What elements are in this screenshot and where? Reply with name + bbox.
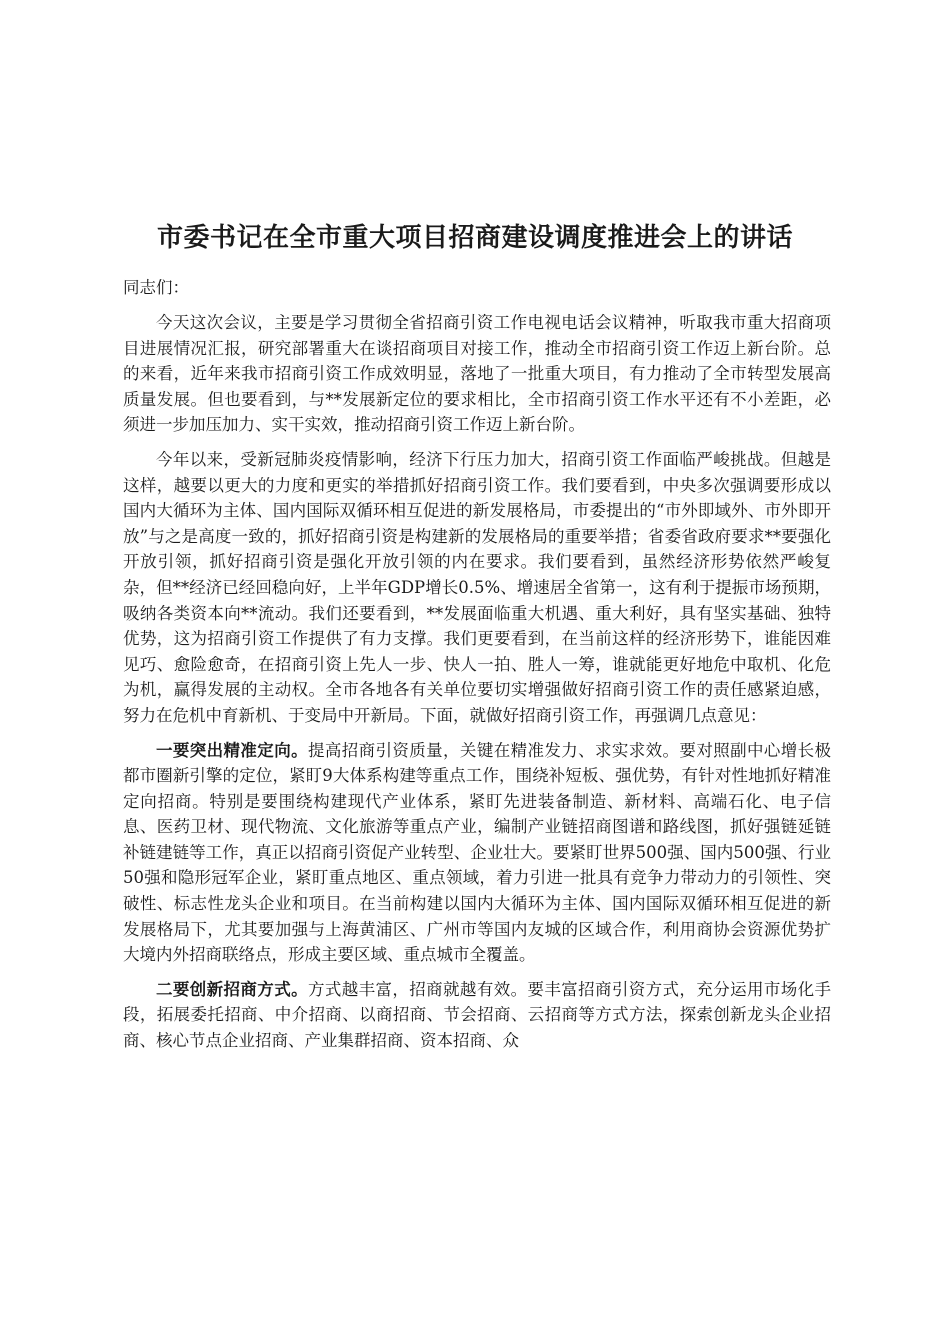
paragraph-point-two — [123, 977, 831, 1054]
salutation: 同志们： — [123, 278, 189, 297]
paragraph-intro — [123, 310, 831, 438]
document-body — [123, 275, 831, 1063]
paragraph-text: 方式越丰富，招商就越有效。要丰富招商引资方式，充分运用市场化手段，拓展委托招商、中介招商、以商招商、节会招商、云招商等方式方法，探索创新龙头企业招商、核心节点企业招商、产业集群招商、资本招商、众 — [123, 979, 832, 1051]
paragraph-point-one — [123, 738, 831, 968]
paragraph-situation — [123, 447, 831, 729]
paragraph-lead-heading: 一要突出精准定向。 — [156, 740, 308, 760]
paragraph-text: 今天这次会议，主要是学习贯彻全省招商引资工作电视电话会议精神，听取我市重大招商项目进展情况汇报，研究部署重大在谈招商项目对接工作，推动全市招商引资工作迈上新台阶。总的来看，近年来我市招商引资工作成效明显，落地了一批重大项目，有力推动了全市转型发展高质量发展。但也要看到，与**发展新定位的要求相比，全市招商引资工作水平还有不小差距，必须进一步加压加力、实干实效，推动招商引资工作迈上新台阶。 — [123, 313, 831, 435]
paragraph-text: 提高招商引资质量，关键在精准发力、求实求效。要对照副中心增长极都市圈新引擎的定位，紧盯9大体系构建等重点工作，围绕补短板、强优势，有针对性地抓好精准定向招商。特别是要围绕构建现代产业体系，紧盯先进装备制造、新材料、高端石化、电子信息、医药卫材、现代物流、文化旅游等重点产业，编制产业链招商图谱和路线图，抓好强链延链补链建链等工作，真正以招商引资促产业转型、企业壮大。要紧盯世界500强、国内500强、行业50强和隐形冠军企业，紧盯重点地区、重点领域，着力引进一批具有竞争力带动力的引领性、突破性、标志性龙头企业和项目。在当前构建以国内大循环为主体、国内国际双循环相互促进的新发展格局下，尤其要加强与上海黄浦区、广州市等国内友城的区域合作，利用商协会资源优势扩大境内外招商联络点，形成主要区域、重点城市全覆盖。 — [123, 740, 832, 965]
document-title: 市委书记在全市重大项目招商建设调度推进会上的讲话 — [156, 223, 793, 253]
paragraph-text: 今年以来，受新冠肺炎疫情影响，经济下行压力加大，招商引资工作面临严峻挑战。但越是这样，越要以更大的力度和更实的举措抓好招商引资工作。我们要看到，中央多次强调要形成以国内大循环为主体、国内国际双循环相互促进的新发展格局，市委提出的“市外即域外、市外即开放”与之是高度一致的，抓好招商引资是构建新的发展格局的重要举措；省委省政府要求**要强化开放引领，抓好招商引资是强化开放引领的内在要求。我们要看到，虽然经济形势依然严峻复杂，但**经济已经回稳向好，上半年GDP增长0.5%、增速居全省第一，这有利于提振市场预期，吸纳各类资本向**流动。我们还要看到，**发展面临重大机遇、重大利好，具有坚实基础、独特优势，这为招商引资工作提供了有力支撑。我们更要看到，在当前这样的经济形势下，谁能因难见巧、愈险愈奇，在招商引资上先人一步、快人一拍、胜人一筹，谁就能更好地危中取机、化危为机，赢得发展的主动权。全市各地各有关单位要切实增强做好招商引资工作的责任感紧迫感，努力在危机中育新机、于变局中开新局。下面，就做好招商引资工作，再强调几点意见： — [123, 449, 831, 725]
paragraph-lead-heading: 二要创新招商方式。 — [156, 979, 308, 999]
